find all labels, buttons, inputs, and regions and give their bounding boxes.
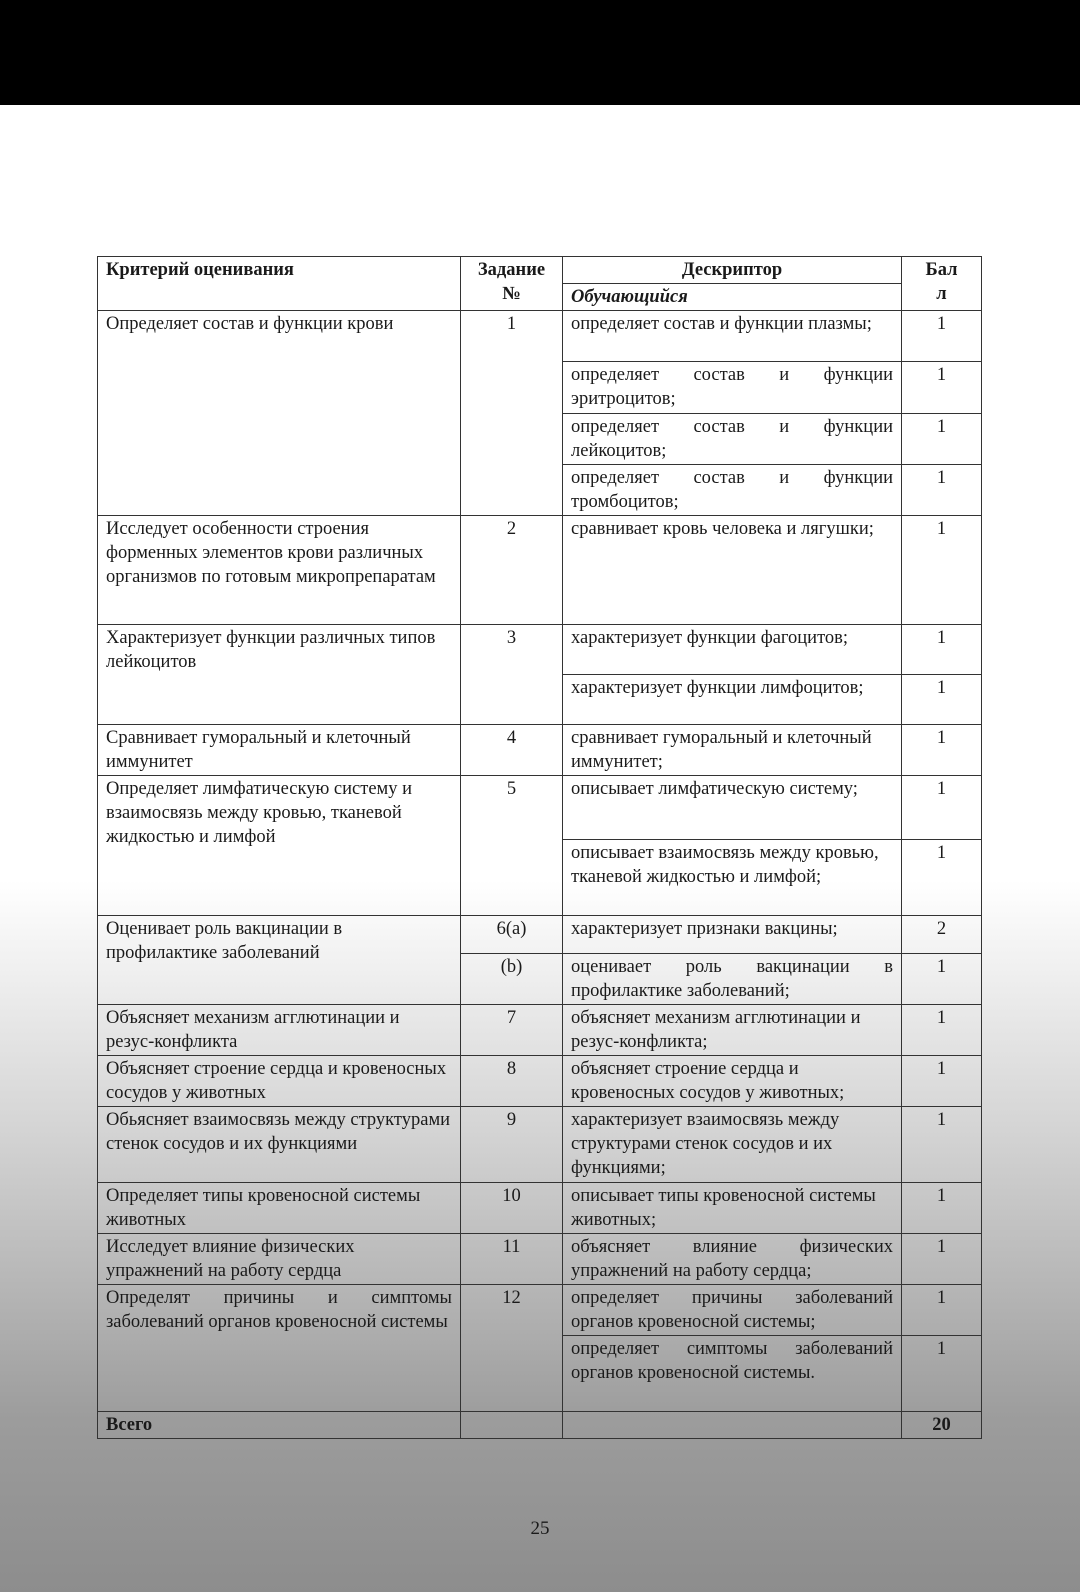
descriptor-cell: объясняет влияние физических упражнений на работу сердца; <box>563 1234 902 1285</box>
task-cell: 10 <box>461 1183 563 1234</box>
task-cell: 2 <box>461 516 563 625</box>
criterion-cell: Объясняет строение сердца и кровеносных сосудов у животных <box>98 1056 461 1107</box>
criterion-cell: Определяет состав и функции крови <box>98 311 461 516</box>
task-cell: 3 <box>461 625 563 725</box>
descriptor-cell: характеризует функции фагоцитов; <box>563 625 902 675</box>
descriptor-cell: сравнивает гуморальный и клеточный иммунитет; <box>563 725 902 776</box>
table-row <box>98 1056 982 1107</box>
page-number: 25 <box>530 1518 550 1539</box>
total-empty-task <box>461 1412 563 1439</box>
points-cell: 1 <box>902 1107 982 1183</box>
task-cell: (b) <box>461 954 563 1005</box>
table-row <box>98 1107 982 1183</box>
points-cell: 1 <box>902 1285 982 1336</box>
header-points <box>902 257 982 311</box>
table-row <box>98 516 982 625</box>
criterion-cell: Определяет лимфатическую систему и взаимосвязь между кровью, тканевой жидкостью и лимфой <box>98 776 461 916</box>
table-row <box>98 311 982 362</box>
descriptor-cell: оценивает роль вакцинации в профилактике заболеваний; <box>563 954 902 1005</box>
points-cell: 1 <box>902 414 982 465</box>
header-row <box>98 257 982 284</box>
descriptor-cell: объясняет механизм агглютинации и резус-конфликта; <box>563 1005 902 1056</box>
table-row <box>98 916 982 954</box>
points-cell: 1 <box>902 1234 982 1285</box>
table-row <box>98 1005 982 1056</box>
table-row <box>98 1285 982 1336</box>
total-empty-desc <box>563 1412 902 1439</box>
task-cell: 11 <box>461 1234 563 1285</box>
header-task-num: № <box>502 284 521 304</box>
header-learner: Обучающийся <box>563 284 902 311</box>
points-cell: 1 <box>902 362 982 414</box>
task-cell: 7 <box>461 1005 563 1056</box>
criterion-cell: Оценивает роль вакцинации в профилактике заболеваний <box>98 916 461 1005</box>
points-cell: 1 <box>902 840 982 916</box>
points-cell: 2 <box>902 916 982 954</box>
assessment-table <box>97 256 982 1439</box>
points-cell: 1 <box>902 625 982 675</box>
criterion-cell: Обьясняет взаимосвязь между структурами стенок сосудов и их функциями <box>98 1107 461 1183</box>
total-row <box>98 1412 982 1439</box>
points-cell: 1 <box>902 1005 982 1056</box>
table-row <box>98 625 982 675</box>
criterion-cell: Характеризует функции различных типов лейкоцитов <box>98 625 461 725</box>
criterion-cell: Исследует влияние физических упражнений на работу сердца <box>98 1234 461 1285</box>
descriptor-cell: характеризует признаки вакцины; <box>563 916 902 954</box>
descriptor-cell: определяет состав и функции эритроцитов; <box>563 362 902 414</box>
criterion-cell: Определят причины и симптомы заболеваний органов кровеносной системы <box>98 1285 461 1412</box>
top-black-bar <box>0 0 1080 105</box>
points-cell: 1 <box>902 311 982 362</box>
descriptor-cell: определяет симптомы заболеваний органов кровеносной системы. <box>563 1336 902 1412</box>
table-row <box>98 725 982 776</box>
task-cell: 8 <box>461 1056 563 1107</box>
criterion-cell: Сравнивает гуморальный и клеточный иммунитет <box>98 725 461 776</box>
criterion-cell: Объясняет механизм агглютинации и резус-конфликта <box>98 1005 461 1056</box>
points-cell: 1 <box>902 1336 982 1412</box>
total-points: 20 <box>902 1412 982 1439</box>
descriptor-cell: описывает взаимосвязь между кровью, тканевой жидкостью и лимфой; <box>563 840 902 916</box>
header-task-label: Задание <box>477 260 546 280</box>
header-points-b: л <box>936 284 947 304</box>
points-cell: 1 <box>902 465 982 516</box>
total-label: Всего <box>98 1412 461 1439</box>
descriptor-cell: описывает лимфатическую систему; <box>563 776 902 840</box>
points-cell: 1 <box>902 954 982 1005</box>
descriptor-cell: характеризует взаимосвязь между структурами стенок сосудов и их функциями; <box>563 1107 902 1183</box>
points-cell: 1 <box>902 516 982 625</box>
descriptor-cell: определяет состав и функции лейкоцитов; <box>563 414 902 465</box>
descriptor-cell: характеризует функции лимфоцитов; <box>563 675 902 725</box>
points-cell: 1 <box>902 776 982 840</box>
descriptor-cell: определяет причины заболеваний органов кровеносной системы; <box>563 1285 902 1336</box>
points-cell: 1 <box>902 1183 982 1234</box>
criterion-cell: Исследует особенности строения форменных элементов крови различных организмов по готовым микропрепаратам <box>98 516 461 625</box>
descriptor-cell: описывает типы кровеносной системы животных; <box>563 1183 902 1234</box>
task-cell: 12 <box>461 1285 563 1412</box>
task-cell: 1 <box>461 311 563 516</box>
points-cell: 1 <box>902 725 982 776</box>
descriptor-cell: сравнивает кровь человека и лягушки; <box>563 516 902 625</box>
header-descriptor: Дескриптор <box>563 257 902 284</box>
descriptor-cell: определяет состав и функции тромбоцитов; <box>563 465 902 516</box>
descriptor-cell: объясняет строение сердца и кровеносных сосудов у животных; <box>563 1056 902 1107</box>
task-cell: 6(a) <box>461 916 563 954</box>
header-criterion: Критерий оценивания <box>98 257 461 311</box>
table-row <box>98 1183 982 1234</box>
header-task <box>461 257 563 311</box>
task-cell: 5 <box>461 776 563 916</box>
task-cell: 9 <box>461 1107 563 1183</box>
table-row <box>98 1234 982 1285</box>
header-points-a: Бал <box>925 260 958 280</box>
points-cell: 1 <box>902 675 982 725</box>
task-cell: 4 <box>461 725 563 776</box>
descriptor-cell: определяет состав и функции плазмы; <box>563 311 902 362</box>
table-row <box>98 776 982 840</box>
criterion-cell: Определяет типы кровеносной системы животных <box>98 1183 461 1234</box>
points-cell: 1 <box>902 1056 982 1107</box>
